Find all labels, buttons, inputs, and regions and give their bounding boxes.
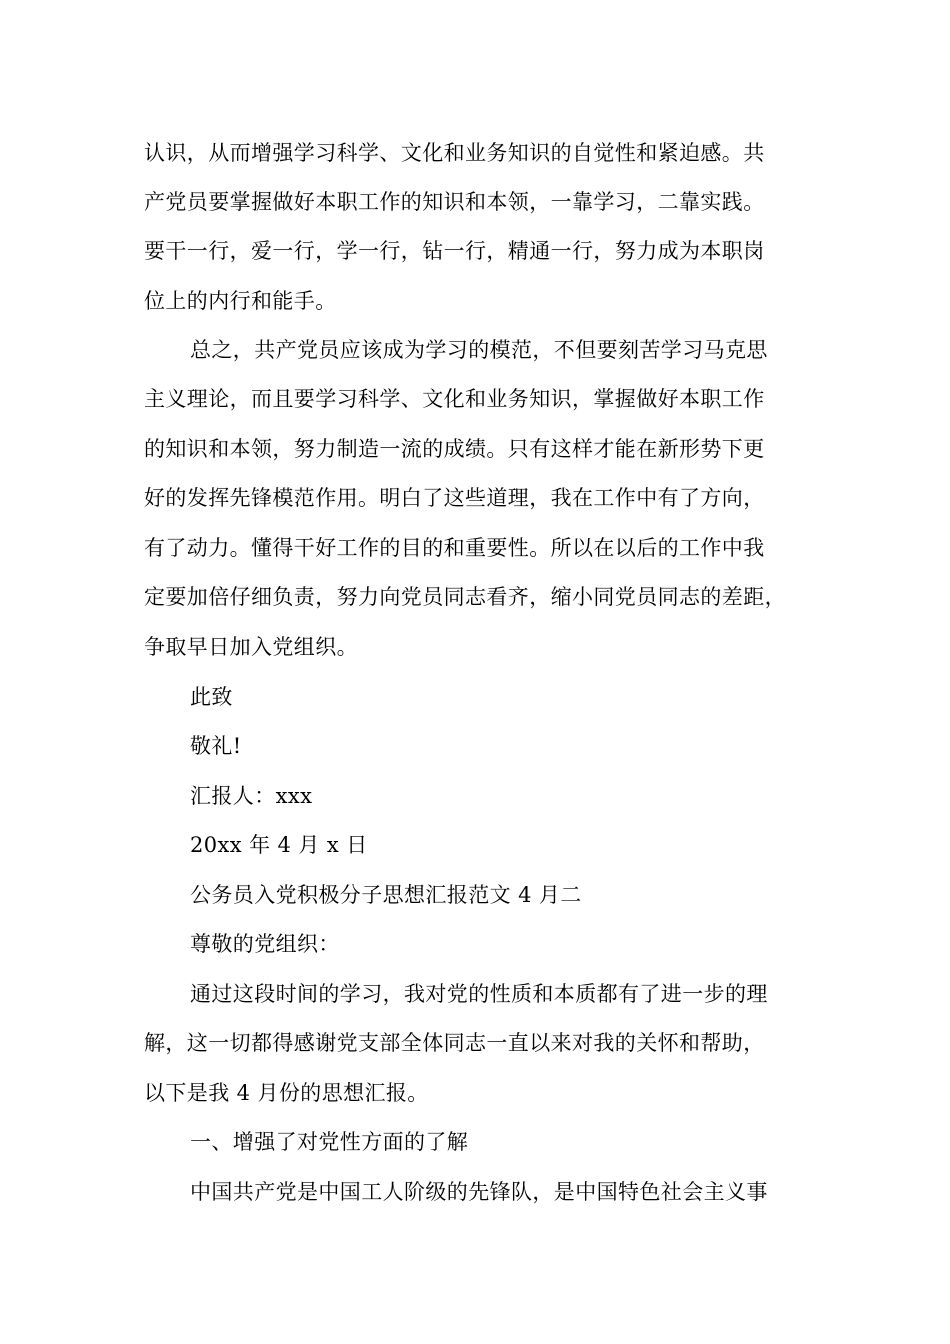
text-line: 好的发挥先锋模范作用。明白了这些道理，我在工作中有了方向， [144, 486, 765, 510]
text-line: 的知识和本领，努力制造一流的成绩。只有这样才能在新形势下更 [144, 437, 765, 461]
text-line: 要干一行，爱一行，学一行，钻一行，精通一行，努力成为本职岗 [144, 239, 765, 263]
text-line: 产党员要掌握做好本职工作的知识和本领，一靠学习，二靠实践。 [144, 190, 765, 214]
text-line: 中国共产党是中国工人阶级的先锋队，是中国特色社会主义事 [190, 1180, 768, 1204]
text-line: 以下是我 4 月份的思想汇报。 [144, 1081, 429, 1105]
text-line: 定要加倍仔细负责，努力向党员同志看齐，缩小同党员同志的差距， [144, 585, 786, 609]
subheading: 一、增强了对党性方面的了解 [190, 1130, 469, 1154]
closing-regards: 敬礼! [190, 734, 242, 758]
text-line: 位上的内行和能手。 [144, 289, 337, 313]
text-line: 解，这一切都得感谢党支部全体同志一直以来对我的关怀和帮助， [144, 1031, 765, 1055]
text-line: 认识，从而增强学习科学、文化和业务知识的自觉性和紧迫感。共 [144, 141, 765, 165]
text-line: 主义理论，而且要学习科学、文化和业务知识，掌握做好本职工作 [144, 387, 765, 411]
text-line: 通过这段时间的学习，我对党的性质和本质都有了进一步的理 [190, 982, 768, 1006]
closing-salutation: 此致 [190, 685, 233, 709]
reporter-name: 汇报人：xxx [190, 784, 313, 808]
addressee: 尊敬的党组织： [190, 932, 340, 956]
text-line: 争取早日加入党组织。 [144, 635, 358, 659]
report-date: 20xx 年 4 月 x 日 [190, 833, 368, 857]
text-line: 总之，共产党员应该成为学习的模范，不但要刻苦学习马克思 [190, 338, 768, 362]
text-line: 有了动力。懂得干好工作的目的和重要性。所以在以后的工作中我 [144, 536, 765, 560]
section-title: 公务员入党积极分子思想汇报范文 4 月二 [190, 883, 582, 907]
